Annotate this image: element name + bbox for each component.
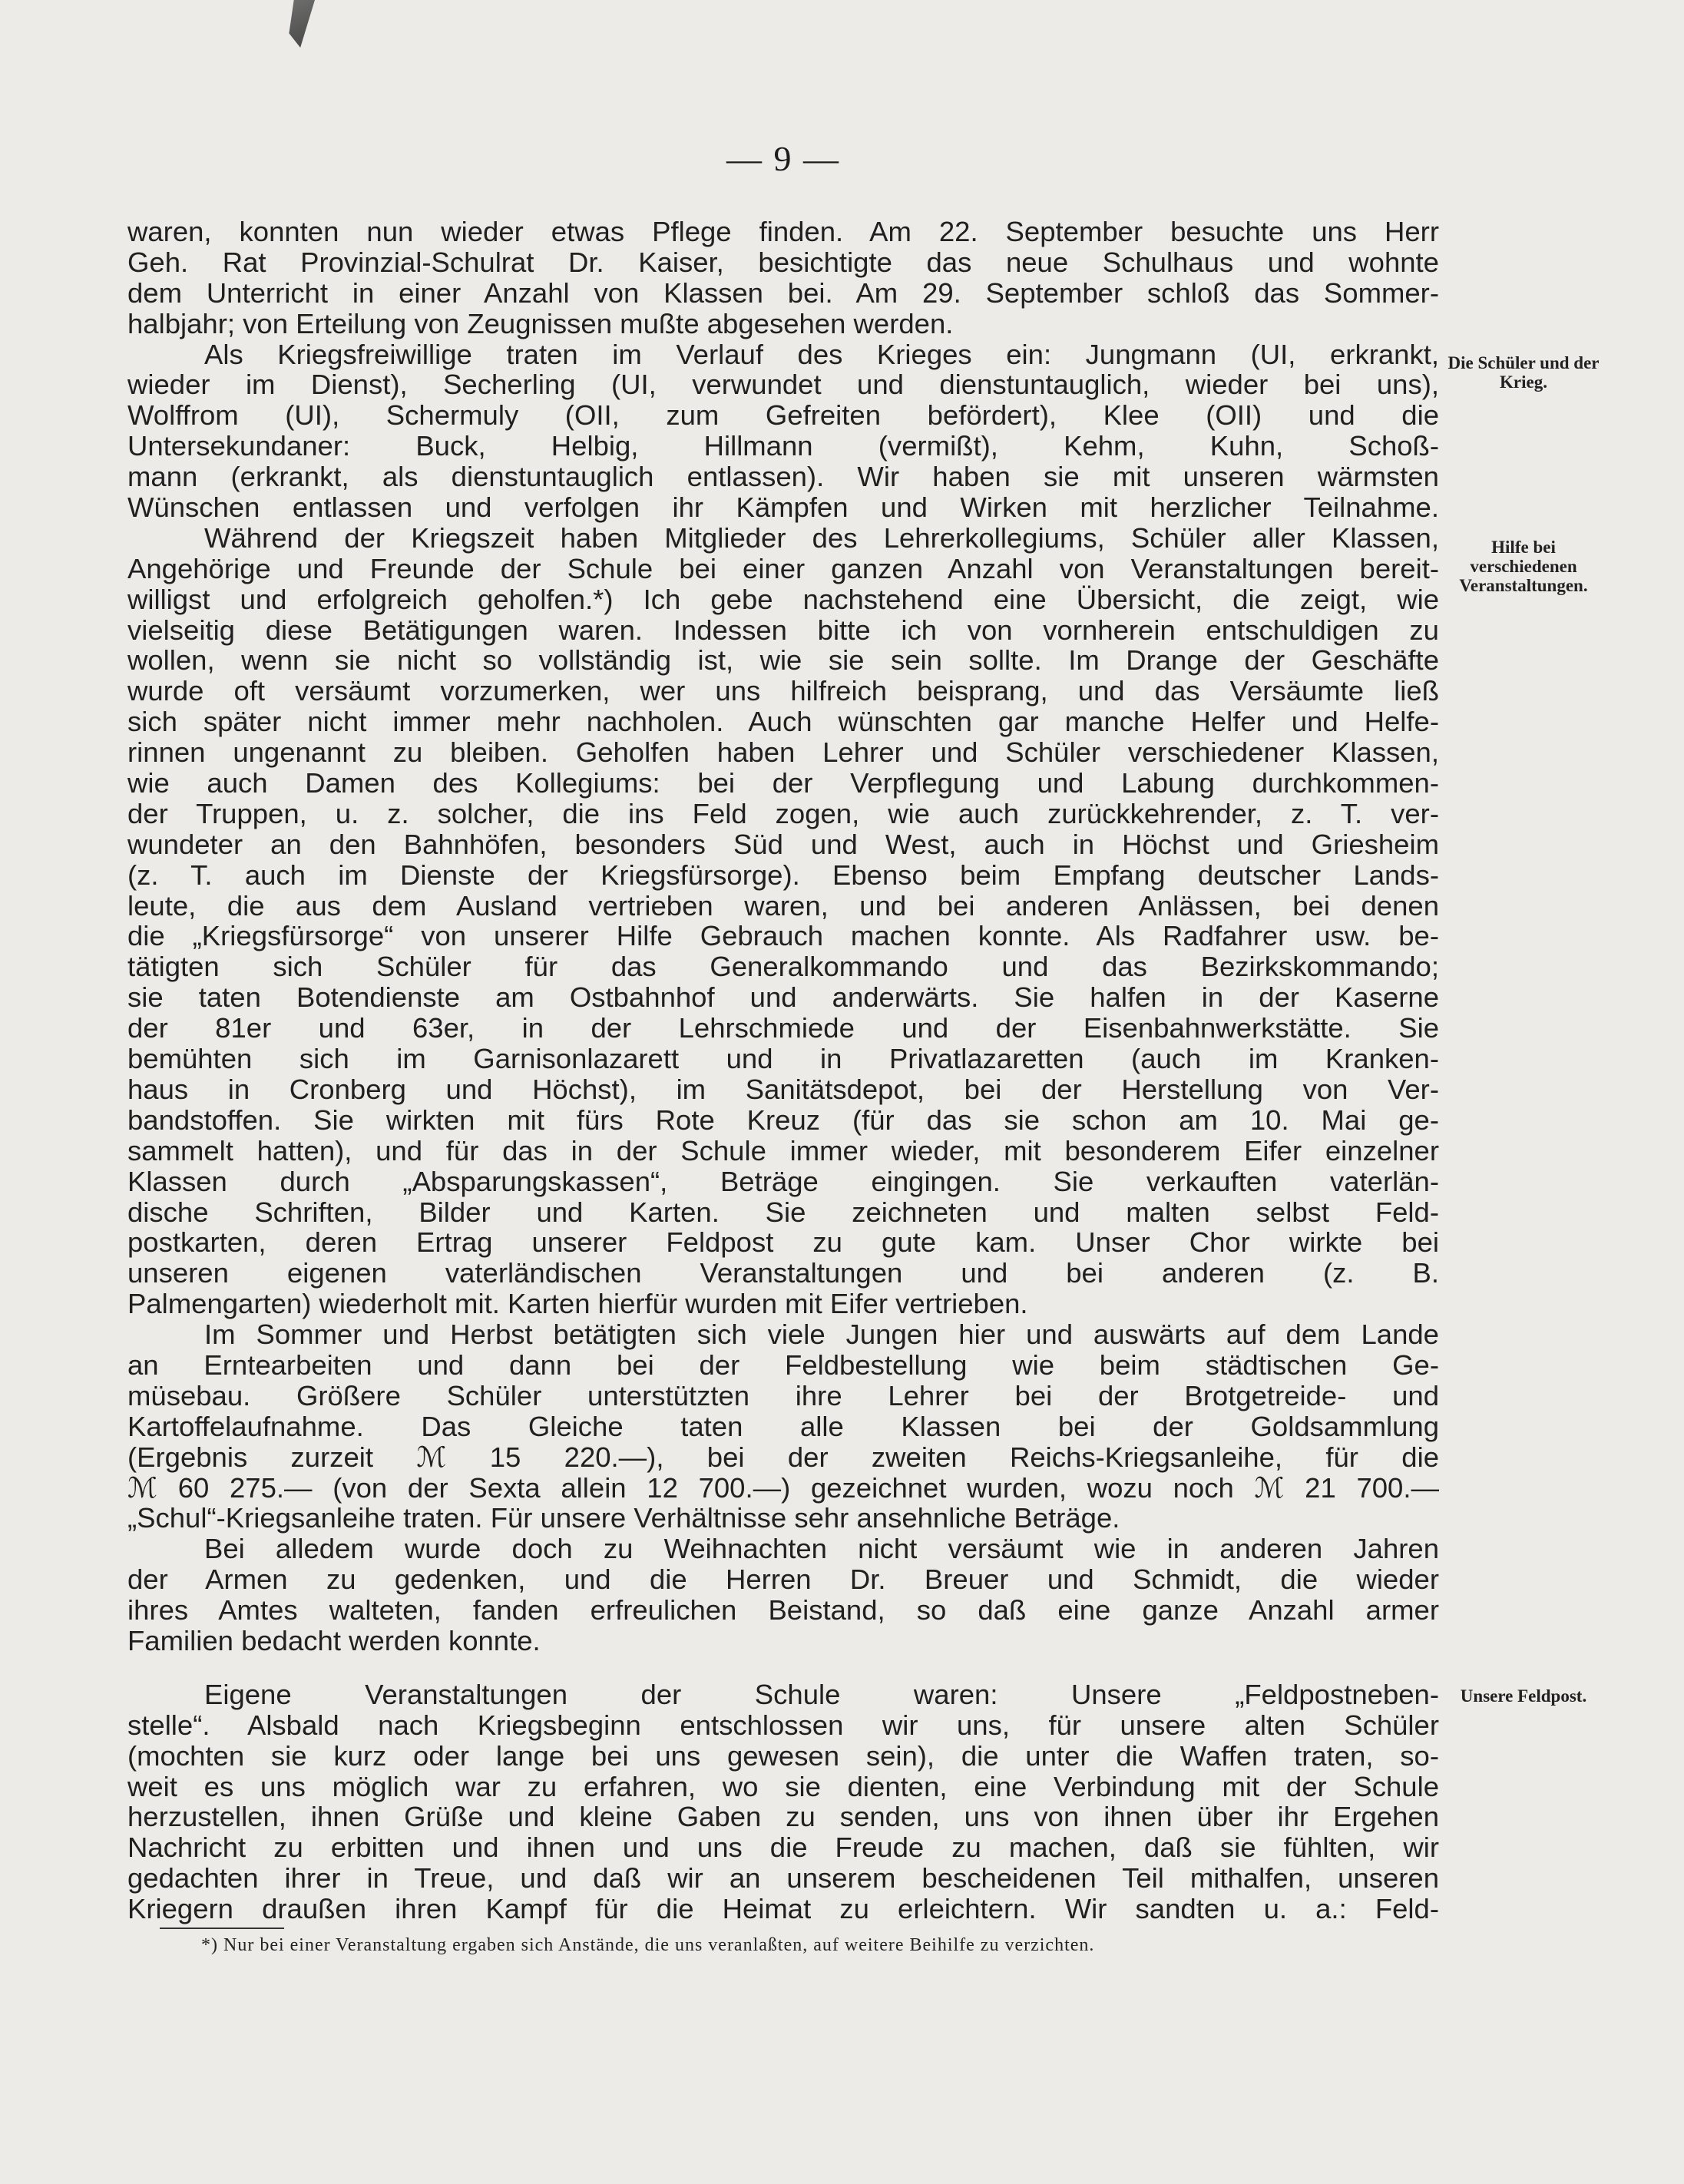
text-line: wie auch Damen des Kollegiums: bei der Verpflegung und Labung durchkommen-: [127, 767, 1439, 799]
text-line: waren, konnten nun wieder etwas Pflege finden. Am 22. September besuchte uns Herr: [127, 216, 1439, 247]
text-line: Während der Kriegszeit haben Mitglieder des Lehrerkollegiums, Schüler aller Klassen,: [204, 521, 1439, 554]
text-line: wurde oft versäumt vorzumerken, wer uns hilfreich beisprang, und das Versäumte ließ: [127, 675, 1439, 707]
margin-note-feldpost: Unsere Feldpost.: [1460, 1686, 1587, 1706]
text-line: vielseitig diese Betätigungen waren. Indessen bitte ich von vornherein entschuldigen zu: [127, 614, 1439, 646]
text-line: mann (erkrankt, als dienstuntauglich entlassen). Wir haben sie mit unseren wärmsten: [127, 461, 1439, 493]
text-line: bemühten sich im Garnisonlazarett und in Privatlazaretten (auch im Kranken-: [127, 1043, 1439, 1075]
text-line: (z. T. auch im Dienste der Kriegsfürsorge). Ebenso beim Empfang deutscher Lands-: [127, 859, 1439, 891]
text-line: Familien bedacht werden konnte.: [127, 1624, 541, 1656]
text-line: dem Unterricht in einer Anzahl von Klassen bei. Am 29. September schloß das Sommer-: [127, 276, 1439, 309]
footnote: *) Nur bei einer Veranstaltung ergaben sich Anstände, die uns veranlaßten, auf weitere Beihilfe zu verzichten.: [201, 1935, 1095, 1955]
text-line: Wünschen entlassen und verfolgen ihr Kämpfen und Wirken mit herzlicher Teilnahme.: [127, 491, 1439, 524]
paragraph-gap: [127, 1656, 1439, 1679]
text-line: Klassen durch „Absparungskassen“, Beträge eingingen. Sie verkauften vaterlän-: [127, 1165, 1439, 1197]
text-line: Im Sommer und Herbst betätigten sich viele Jungen hier und auswärts auf dem Lande: [204, 1319, 1439, 1351]
text-line: (Ergebnis zurzeit ℳ 15 220.—), bei der zweiten Reichs-Kriegsanleihe, für die: [127, 1441, 1439, 1473]
page-number: — 9 —: [726, 139, 840, 178]
text-line: Eigene Veranstaltungen der Schule waren: Unsere „Feldpostneben-: [204, 1678, 1439, 1710]
text-line: postkarten, deren Ertrag unserer Feldpost zu gute kam. Unser Chor wirkte bei: [127, 1226, 1439, 1259]
text-line: wollen, wenn sie nicht so vollständig ist, wie sie sein sollte. Im Drange der Geschäfte: [127, 644, 1439, 677]
footnote-rule: [160, 1928, 284, 1929]
text-line: gedachten ihrer in Treue, und daß wir an unserem bescheidenen Teil mithalfen, unseren: [127, 1862, 1439, 1894]
text-line: der 81er und 63er, in der Lehrschmiede und der Eisenbahnwerkstätte. Sie: [127, 1012, 1439, 1044]
text-line: sie taten Botendienste am Ostbahnhof und anderwärts. Sie halfen in der Kaserne: [127, 981, 1439, 1014]
text-line: stelle“. Alsbald nach Kriegsbeginn entschlossen wir uns, für unsere alten Schüler: [127, 1709, 1439, 1741]
text-line: müsebau. Größere Schüler unterstützten ihre Lehrer bei der Brotgetreide- und: [127, 1379, 1439, 1411]
text-line: Wolffrom (UI), Schermuly (OII, zum Gefreiten befördert), Klee (OII) und die: [127, 399, 1439, 432]
text-line: „Schul“-Kriegsanleihe traten. Für unsere Verhältnisse sehr ansehnliche Beträge.: [127, 1502, 1120, 1534]
text-line: an Erntearbeiten und dann bei der Feldbestellung wie beim städtischen Ge-: [127, 1348, 1439, 1381]
text-line: Nachricht zu erbitten und ihnen und uns die Freude zu machen, daß sie fühlten, wir: [127, 1832, 1439, 1864]
text-line: herzustellen, ihnen Grüße und kleine Gaben zu senden, uns von ihnen über ihr Ergehen: [127, 1801, 1439, 1833]
text-line: Bei alledem wurde doch zu Weihnachten nicht versäumt wie in anderen Jahren: [204, 1533, 1439, 1565]
text-line: ℳ 60 275.— (von der Sexta allein 12 700.—) gezeichnet wurden, wozu noch ℳ 21 700.—: [127, 1471, 1439, 1504]
text-line: sammelt hatten), und für das in der Schule immer wieder, mit besonderem Eifer einzelner: [127, 1134, 1439, 1166]
text-line: unseren eigenen vaterländischen Veranstaltungen und bei anderen (z. B.: [127, 1257, 1439, 1289]
text-line: Als Kriegsfreiwillige traten im Verlauf des Krieges ein: Jungmann (UI, erkrankt,: [204, 338, 1439, 370]
text-line: rinnen ungenannt zu bleiben. Geholfen haben Lehrer und Schüler verschiedener Klassen,: [127, 736, 1439, 769]
margin-note-hilfe: Hilfe bei verschiedenen Veranstaltungen.: [1459, 538, 1588, 595]
text-line: leute, die aus dem Ausland vertrieben waren, und bei anderen Anlässen, bei denen: [127, 889, 1439, 922]
text-line: sich später nicht immer mehr nachholen. Auch wünschten gar manche Helfer und Helfe-: [127, 706, 1439, 738]
text-line: halbjahr; von Erteilung von Zeugnissen mußte abgesehen werden.: [127, 307, 954, 339]
text-line: Untersekundaner: Buck, Helbig, Hillmann (vermißt), Kehm, Kuhn, Schoß-: [127, 430, 1439, 462]
text-line: Angehörige und Freunde der Schule bei einer ganzen Anzahl von Veranstaltungen bereit-: [127, 552, 1439, 584]
text-line: tätigten sich Schüler für das Generalkommando und das Bezirkskommando;: [127, 951, 1439, 983]
text-line: ihres Amtes walteten, fanden erfreulichen Beistand, so daß eine ganze Anzahl armer: [127, 1594, 1439, 1626]
text-line: Kriegern draußen ihren Kampf für die Heimat zu erleichtern. Wir sandten u. a.: Feld-: [127, 1893, 1439, 1925]
text-line: der Truppen, u. z. solcher, die ins Feld zogen, wie auch zurückkehrender, z. T. ver-: [127, 797, 1439, 829]
text-line: die „Kriegsfürsorge“ von unserer Hilfe Gebrauch machen konnte. Als Radfahrer usw. be-: [127, 920, 1439, 952]
text-line: (mochten sie kurz oder lange bei uns gewesen sein), die unter die Waffen traten, so-: [127, 1739, 1439, 1772]
text-line: dische Schriften, Bilder und Karten. Sie zeichneten und malten selbst Feld-: [127, 1196, 1439, 1228]
text-line: Palmengarten) wiederholt mit. Karten hierfür wurden mit Eifer vertrieben.: [127, 1288, 1028, 1320]
text-line: wundeter an den Bahnhöfen, besonders Süd und West, auch in Höchst und Griesheim: [127, 828, 1439, 860]
text-line: Kartoffelaufnahme. Das Gleiche taten alle Klassen bei der Goldsammlung: [127, 1410, 1439, 1442]
text-line: wieder im Dienst), Secherling (UI, verwundet und dienstuntauglich, wieder bei uns),: [127, 369, 1439, 401]
text-line: der Armen zu gedenken, und die Herren Dr. Breuer und Schmidt, die wieder: [127, 1564, 1439, 1596]
pencil-mark: [283, 0, 315, 48]
text-line: bandstoffen. Sie wirkten mit fürs Rote Kreuz (für das sie schon am 10. Mai ge-: [127, 1104, 1439, 1136]
text-line: Geh. Rat Provinzial-Schulrat Dr. Kaiser, besichtigte das neue Schulhaus und wohnte: [127, 246, 1439, 278]
body-text: [127, 217, 1439, 1924]
text-line: weit es uns möglich war zu erfahren, wo sie dienten, eine Verbindung mit der Schule: [127, 1770, 1439, 1802]
text-line: willigst und erfolgreich geholfen.*) Ich gebe nachstehend eine Übersicht, die zeigt, wie: [127, 583, 1439, 615]
text-line: haus in Cronberg und Höchst), im Sanitätsdepot, bei der Herstellung von Ver-: [127, 1073, 1439, 1105]
margin-note-schueler-krieg: Die Schüler und der Krieg.: [1447, 353, 1600, 392]
